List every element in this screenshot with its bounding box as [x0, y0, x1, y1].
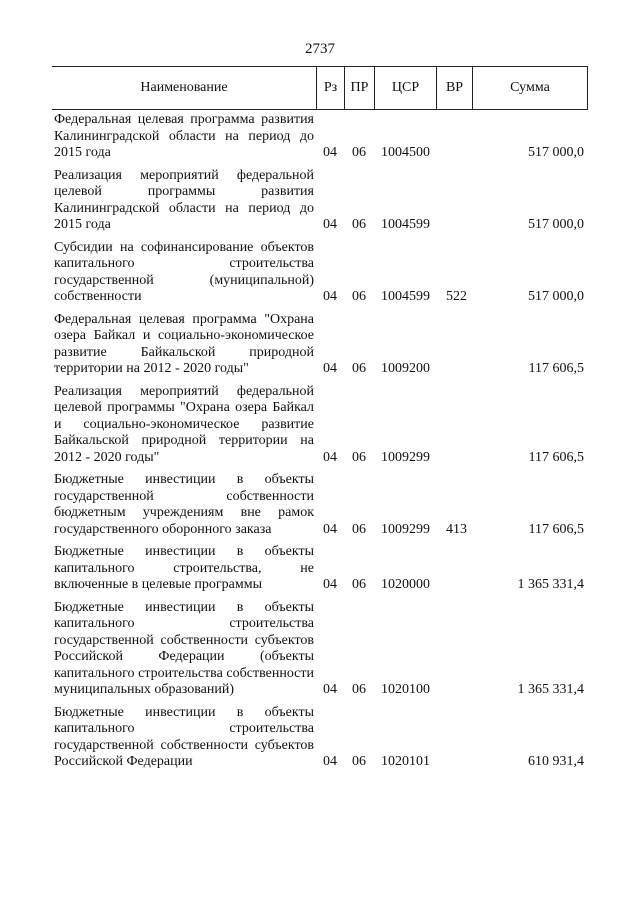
- row-csr: 1009299: [381, 449, 430, 465]
- row-vr: 413: [446, 521, 467, 537]
- row-name: Федеральная целевая программа развития Калининградской области на период до 2015 года: [54, 112, 314, 160]
- page-number: 2737: [305, 41, 335, 57]
- row-csr: 1004500: [381, 145, 430, 160]
- row-csr: 1020100: [381, 682, 430, 697]
- row-name: Бюджетные инвестиции в объекты государственной собственности бюджетным учреждениям вне рамок государственного оборонного заказа: [54, 472, 314, 537]
- table-row: [52, 705, 588, 771]
- row-name: Бюджетные инвестиции в объекты капитального строительства государственной собственности субъектов Российской Федерации: [54, 704, 314, 769]
- table-row: [52, 312, 588, 378]
- table-row: [52, 600, 588, 699]
- row-rz: 04: [323, 521, 337, 537]
- row-pr: 06: [352, 682, 366, 697]
- header-sum: Сумма: [472, 67, 588, 109]
- row-rz: 04: [323, 361, 337, 376]
- row-sum: 517 000,0: [528, 289, 584, 304]
- table-header: [52, 66, 588, 110]
- row-csr: 1020101: [381, 754, 430, 769]
- row-rz: 04: [323, 682, 337, 697]
- row-pr: 06: [352, 754, 366, 769]
- row-name: Субсидии на софинансирование объектов капитального строительства государственной (муниципальной) собственности: [54, 239, 314, 304]
- row-sum: 517 000,0: [528, 217, 584, 232]
- table-row: [52, 544, 588, 594]
- row-sum: 117 606,5: [528, 361, 584, 376]
- row-sum: 1 365 331,4: [517, 577, 584, 592]
- row-sum: 117 606,5: [528, 449, 584, 465]
- row-sum: 610 931,4: [528, 754, 584, 769]
- row-name: Бюджетные инвестиции в объекты капитального строительства государственной собственности субъектов Российской Федерации (объекты капитального строительства собственности муниципальных образований): [54, 599, 314, 697]
- header-csr: ЦСР: [374, 67, 436, 109]
- header-name: Наименование: [140, 80, 228, 95]
- table-row: [52, 112, 588, 162]
- table-row: [52, 472, 588, 538]
- row-sum: 517 000,0: [528, 145, 584, 160]
- header-vr: ВР: [436, 67, 472, 109]
- row-rz: 04: [323, 217, 337, 232]
- row-name: Федеральная целевая программа "Охрана озера Байкал и социально-экономическое развитие Байкальской природной территории на 2012 - 2020 годы": [54, 311, 314, 376]
- header-rz: Рз: [316, 67, 344, 109]
- row-csr: 1004599: [381, 289, 430, 304]
- row-csr: 1004599: [381, 217, 430, 232]
- table-row: [52, 384, 588, 467]
- row-pr: 06: [352, 361, 366, 376]
- table-row: [52, 240, 588, 306]
- row-rz: 04: [323, 577, 337, 592]
- row-rz: 04: [323, 754, 337, 769]
- row-name: Бюджетные инвестиции в объекты капитального строительства, не включенные в целевые программы: [54, 544, 314, 592]
- row-rz: 04: [323, 289, 337, 304]
- table-body: [52, 112, 588, 777]
- row-pr: 06: [352, 289, 366, 304]
- row-vr: 522: [446, 289, 467, 304]
- row-pr: 06: [352, 145, 366, 160]
- row-pr: 06: [352, 449, 366, 465]
- row-name: Реализация мероприятий федеральной целевой программы развития Калининградской области на период до 2015 года: [54, 167, 314, 232]
- header-pr: ПР: [344, 67, 374, 109]
- row-csr: 1009299: [381, 521, 430, 537]
- table-row: [52, 168, 588, 234]
- row-csr: 1009200: [381, 361, 430, 376]
- row-csr: 1020000: [381, 577, 430, 592]
- row-name: Реализация мероприятий федеральной целевой программы "Охрана озера Байкал и социально-экономическое развитие Байкальской природной территории на 2012 - 2020 годы": [54, 383, 314, 465]
- row-sum: 1 365 331,4: [517, 682, 584, 697]
- row-pr: 06: [352, 577, 366, 592]
- row-rz: 04: [323, 145, 337, 160]
- row-pr: 06: [352, 521, 366, 537]
- row-pr: 06: [352, 217, 366, 232]
- row-rz: 04: [323, 449, 337, 465]
- row-sum: 117 606,5: [528, 521, 584, 537]
